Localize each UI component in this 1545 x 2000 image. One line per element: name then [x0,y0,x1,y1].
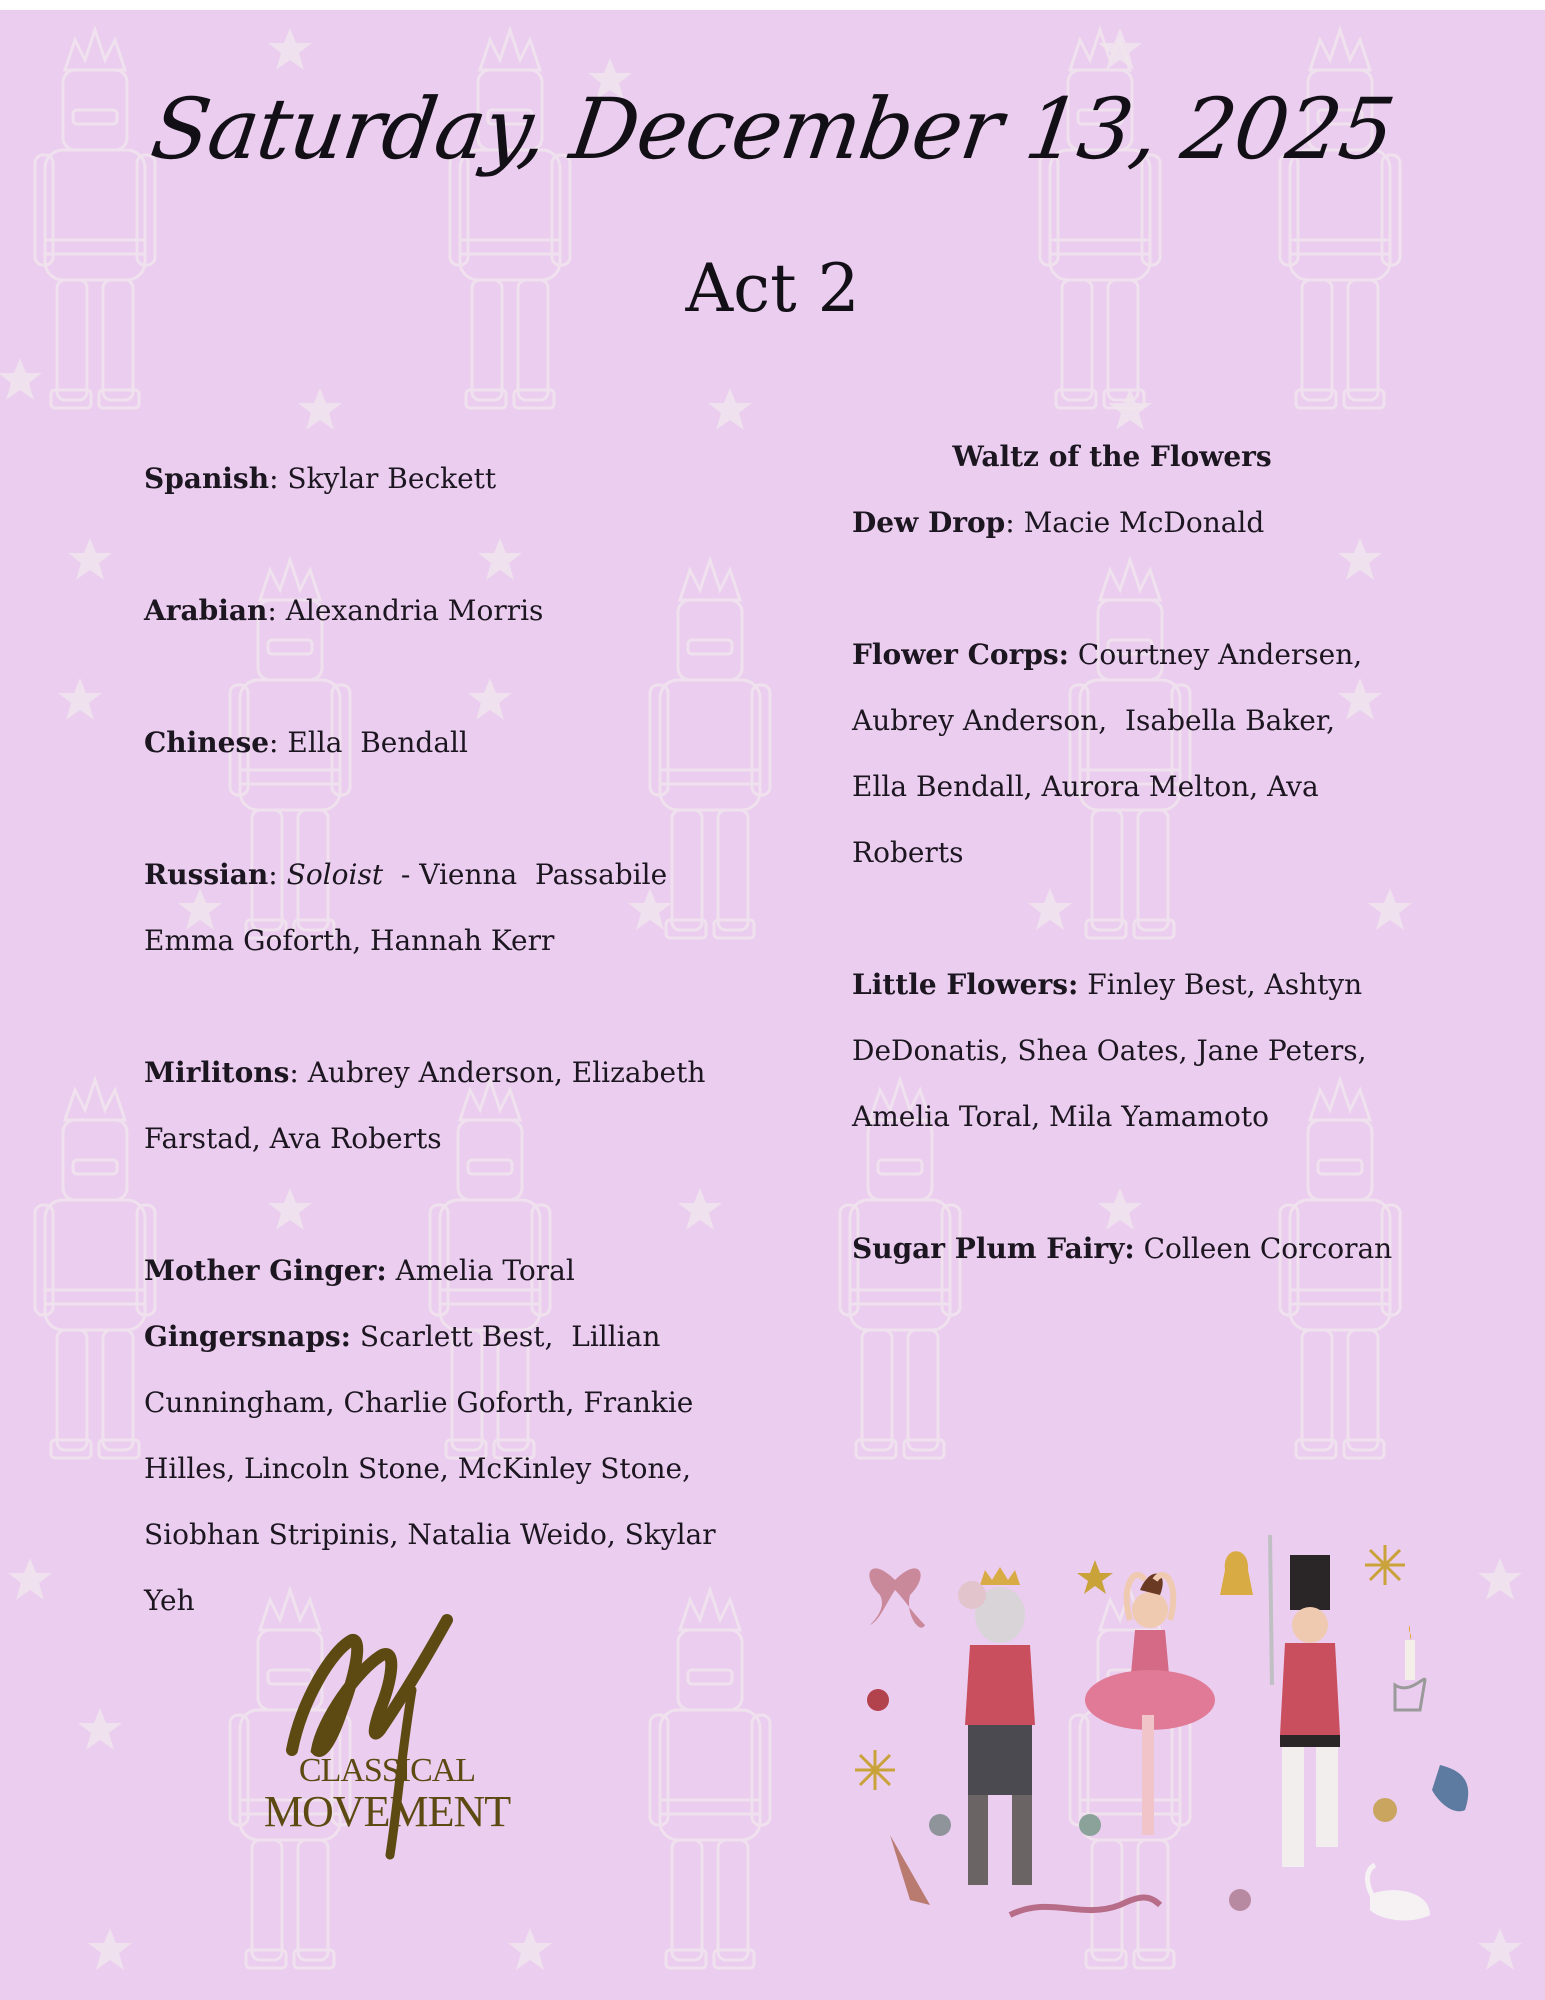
cast-names-line: Amelia Toral, Mila Yamamoto [852,1100,1269,1133]
cast-names-line: DeDonatis, Shea Oates, Jane Peters, [852,1034,1367,1067]
role-label: Flower Corps: [852,638,1069,671]
program-page [0,10,1545,2000]
role-label: Russian [144,858,269,891]
role-label: Sugar Plum Fairy: [852,1232,1135,1265]
performance-date: Saturday, December 13, 2025 [145,80,1400,178]
role-label: Mother Ginger: [144,1254,387,1287]
cast-names: Courtney Andersen, [1069,638,1363,671]
cast-entry-spanish [144,446,764,512]
cast-names: Skylar Beckett [287,462,497,495]
separator: : [269,726,288,759]
ornament-gold-icon [1373,1798,1397,1822]
swan-icon [1368,1865,1431,1920]
separator: : [267,594,286,627]
right-cast-column [852,424,1412,1282]
role-label: Gingersnaps: [144,1320,351,1353]
cast-entry-mother-ginger [144,1238,764,1304]
logo-text-movement: MOVEMENT [263,1787,511,1836]
soloist-label: Soloist [286,858,384,891]
ornament-green-icon [1079,1814,1101,1836]
cast-names: Alexandria Morris [285,594,544,627]
candle-icon [1395,1625,1425,1710]
mouse-king-figure [958,1567,1035,1885]
cast-entry-flower-corps [852,622,1412,688]
cast-entry-mirlitons [144,1040,764,1106]
cast-names-line: Hilles, Lincoln Stone, McKinley Stone, [144,1452,692,1485]
cast-names-line: Ella Bendall, Aurora Melton, Ava [852,770,1319,803]
gold-star-icon [1077,1560,1113,1594]
role-label: Mirlitons [144,1056,290,1089]
cast-names: Colleen Corcoran [1134,1232,1393,1265]
cast-entry-gingersnaps [144,1304,764,1370]
cast-names: Aubrey Anderson, Elizabeth [307,1056,706,1089]
cast-names-line: Yeh [144,1584,195,1617]
bell-icon [1220,1551,1253,1595]
role-label: Dew Drop [852,506,1006,539]
ballerina-figure [1085,1574,1215,1835]
cast-names-line: Cunningham, Charlie Goforth, Frankie [144,1386,694,1419]
separator: : [1005,506,1024,539]
cast-entry-russian [144,842,764,908]
nutcracker-soldier-figure [1270,1535,1340,1867]
role-label: Spanish [144,462,270,495]
logo-text-classical: CLASSICAL [298,1752,476,1789]
ornament-drop-icon [890,1835,930,1905]
nutcracker-characters-illustration [850,1525,1490,1945]
cast-entry-little-flowers [852,952,1412,1018]
cast-names: Finley Best, Ashtyn [1078,968,1363,1001]
ornament-blue-icon [1432,1765,1468,1811]
separator: : [268,858,287,891]
cast-names: Macie McDonald [1023,506,1265,539]
left-cast-column [144,446,764,1634]
cast-names-line: Emma Goforth, Hannah Kerr [144,924,555,957]
cast-names-line: Siobhan Stripinis, Natalia Weido, Skylar [144,1518,716,1551]
ornament-pink-icon [1229,1889,1251,1911]
cast-names-line: Farstad, Ava Roberts [144,1122,442,1155]
role-label: Little Flowers: [852,968,1079,1001]
waltz-heading: Waltz of the Flowers [952,440,1272,473]
separator: : [289,1056,308,1089]
cast-entry-chinese [144,710,764,776]
soloist-name: - Vienna Passabile [383,858,668,891]
role-label: Chinese [144,726,270,759]
separator: : [269,462,288,495]
act-title: Act 2 [685,250,860,327]
cast-entry-arabian [144,578,764,644]
role-label: Arabian [144,594,268,627]
cast-names: Ella Bendall [287,726,468,759]
cast-names: Amelia Toral [386,1254,575,1287]
ornament-red-icon [867,1689,889,1711]
cast-names: Scarlett Best, Lillian [351,1320,661,1353]
cast-names-line: Roberts [852,836,964,869]
ribbon-icon [1010,1898,1160,1916]
cast-entry-dew-drop [852,490,1412,556]
ornament-grey-icon [929,1814,951,1836]
ribbon-bow-icon [869,1568,925,1627]
cast-entry-sugar-plum-fairy [852,1216,1412,1282]
cast-names-line: Aubrey Anderson, Isabella Baker, [852,704,1336,737]
